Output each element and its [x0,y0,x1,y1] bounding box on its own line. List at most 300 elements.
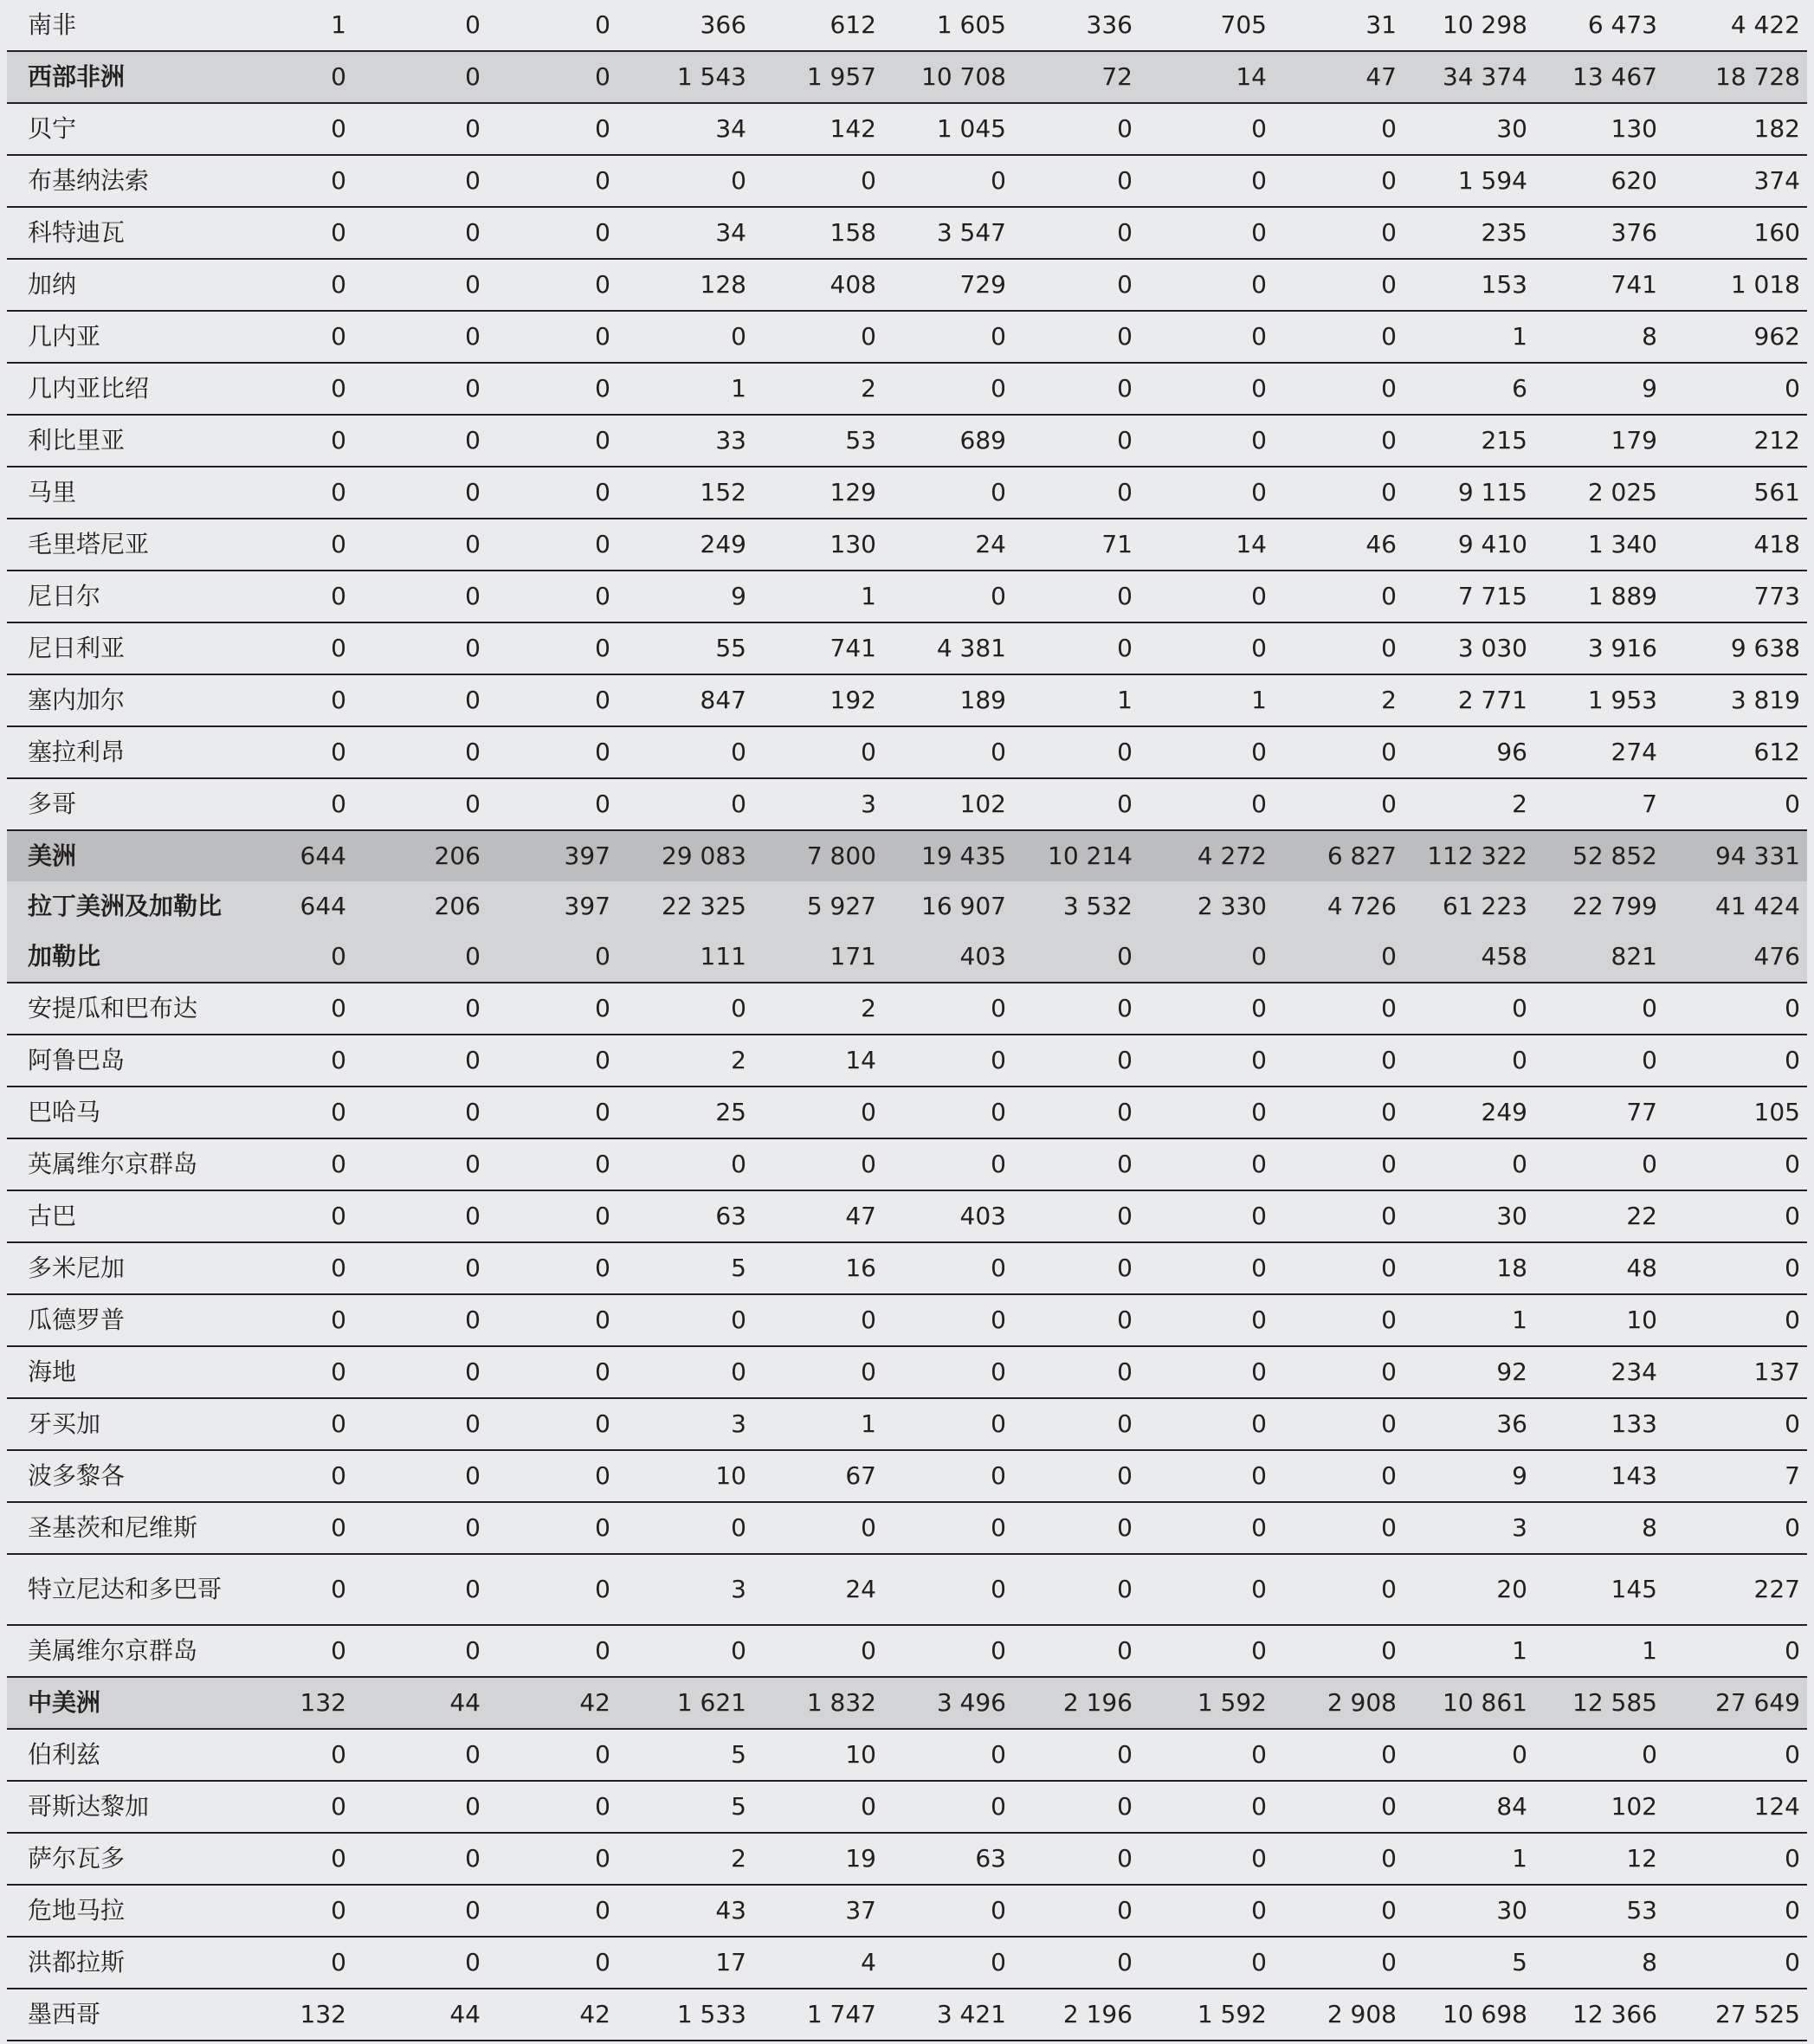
table-row [7,1346,1807,1398]
table-cell: 0 [241,415,353,467]
statistics-table [7,0,1807,2041]
table-cell: 7 800 [753,830,883,881]
table-cell: 0 [1139,415,1274,467]
table-cell: 53 [1534,1885,1664,1937]
table-cell: 24 [883,519,1013,571]
table-row [7,0,1807,51]
table-cell: 2 908 [1274,1989,1404,2041]
table-cell: 47 [1274,51,1404,103]
table-cell: 0 [1534,1138,1664,1190]
table-cell: 24 [753,1554,883,1625]
table-row [7,519,1807,571]
table-row [7,415,1807,467]
row-label: 洪都拉斯 [7,1937,241,1989]
table-cell: 5 [617,1729,753,1781]
table-cell: 1 832 [753,1677,883,1729]
table-cell: 153 [1404,259,1534,311]
table-cell: 476 [1664,932,1807,983]
table-cell: 16 907 [883,881,1013,932]
table-cell: 0 [1274,1138,1404,1190]
row-label: 拉丁美洲及加勒比 [7,881,241,932]
table-cell: 689 [883,415,1013,467]
table-cell: 1 018 [1664,259,1807,311]
table-cell: 22 799 [1534,881,1664,932]
table-cell: 0 [353,1294,487,1346]
table-cell: 0 [1534,1729,1664,1781]
table-cell: 0 [1139,983,1274,1035]
row-label: 海地 [7,1346,241,1398]
table-cell: 0 [1013,1086,1139,1138]
table-cell: 0 [353,1086,487,1138]
table-cell: 0 [753,1294,883,1346]
table-cell: 42 [487,1989,617,2041]
table-cell: 9 [1534,363,1664,415]
table-cell: 2 [1274,674,1404,726]
row-label: 布基纳法索 [7,155,241,207]
table-row [7,103,1807,155]
table-cell: 3 [753,778,883,830]
table-cell: 1 889 [1534,571,1664,622]
table-cell: 0 [1274,1398,1404,1450]
table-cell: 0 [487,467,617,519]
table-cell: 0 [1664,1833,1807,1885]
table-cell: 47 [753,1190,883,1242]
table-cell: 152 [617,467,753,519]
table-cell: 0 [1139,363,1274,415]
row-label: 几内亚比绍 [7,363,241,415]
table-cell: 0 [1139,778,1274,830]
table-cell: 160 [1664,207,1807,259]
row-label: 瓜德罗普 [7,1294,241,1346]
table-cell: 0 [1139,1190,1274,1242]
table-cell: 145 [1534,1554,1664,1625]
table-cell: 0 [487,1138,617,1190]
table-cell: 20 [1404,1554,1534,1625]
table-cell: 0 [353,1190,487,1242]
table-cell: 0 [487,0,617,51]
table-cell: 561 [1664,467,1807,519]
table-cell: 0 [1664,1885,1807,1937]
table-cell: 0 [1013,103,1139,155]
table-cell: 0 [353,983,487,1035]
table-cell: 0 [1013,1502,1139,1554]
table-cell: 0 [487,51,617,103]
row-label: 加纳 [7,259,241,311]
table-cell: 0 [487,1729,617,1781]
table-row [7,1450,1807,1502]
table-cell: 366 [617,0,753,51]
table-cell: 458 [1404,932,1534,983]
table-cell: 0 [883,1294,1013,1346]
table-cell: 4 726 [1274,881,1404,932]
table-cell: 1 [753,1398,883,1450]
table-cell: 6 827 [1274,830,1404,881]
table-cell: 0 [1013,1138,1139,1190]
table-cell: 1 957 [753,51,883,103]
table-cell: 0 [1664,1138,1807,1190]
table-cell: 0 [353,1937,487,1989]
table-cell: 0 [1139,1398,1274,1450]
row-label: 贝宁 [7,103,241,155]
table-cell: 1 [1404,311,1534,363]
table-cell: 0 [1139,622,1274,674]
table-cell: 0 [883,1138,1013,1190]
table-cell: 8 [1534,1937,1664,1989]
table-cell: 128 [617,259,753,311]
table-cell: 0 [487,259,617,311]
table-cell: 4 381 [883,622,1013,674]
table-cell: 0 [241,51,353,103]
table-cell: 0 [883,983,1013,1035]
table-cell: 1 592 [1139,1989,1274,2041]
table-cell: 0 [353,1885,487,1937]
table-cell: 0 [1404,1138,1534,1190]
table-cell: 9 638 [1664,622,1807,674]
row-label: 南非 [7,0,241,51]
table-cell: 0 [353,103,487,155]
table-cell: 0 [1013,778,1139,830]
table-row [7,1554,1807,1625]
table-cell: 0 [353,1138,487,1190]
table-cell: 94 331 [1664,830,1807,881]
table-cell: 179 [1534,415,1664,467]
table-cell: 0 [1404,1729,1534,1781]
table-row [7,1937,1807,1989]
table-row [7,1729,1807,1781]
table-cell: 729 [883,259,1013,311]
table-cell: 10 214 [1013,830,1139,881]
table-row [7,1035,1807,1086]
table-cell: 0 [487,1885,617,1937]
row-label: 几内亚 [7,311,241,363]
table-cell: 0 [241,1242,353,1294]
table-cell: 0 [487,1450,617,1502]
table-cell: 0 [1139,932,1274,983]
table-cell: 92 [1404,1346,1534,1398]
table-cell: 3 532 [1013,881,1139,932]
table-cell: 5 [617,1242,753,1294]
table-cell: 0 [353,51,487,103]
table-cell: 10 [1534,1294,1664,1346]
table-cell: 0 [241,1294,353,1346]
table-cell: 0 [487,311,617,363]
table-cell: 0 [1139,1138,1274,1190]
table-cell: 0 [1139,467,1274,519]
table-cell: 27 649 [1664,1677,1807,1729]
table-cell: 0 [241,1086,353,1138]
table-cell: 5 [1404,1937,1534,1989]
table-cell: 96 [1404,726,1534,778]
table-cell: 0 [1664,1242,1807,1294]
table-cell: 0 [487,363,617,415]
table-cell: 0 [487,674,617,726]
table-cell: 37 [753,1885,883,1937]
table-cell: 8 [1534,1502,1664,1554]
table-cell: 234 [1534,1346,1664,1398]
table-cell: 0 [1274,415,1404,467]
row-label: 安提瓜和巴布达 [7,983,241,1035]
table-cell: 105 [1664,1086,1807,1138]
row-label: 圣基茨和尼维斯 [7,1502,241,1554]
table-cell: 0 [1013,1937,1139,1989]
table-cell: 620 [1534,155,1664,207]
table-row [7,830,1807,881]
table-cell: 112 322 [1404,830,1534,881]
table-cell: 0 [353,363,487,415]
table-cell: 0 [883,1035,1013,1086]
table-cell: 0 [241,363,353,415]
table-cell: 0 [1274,1625,1404,1677]
table-cell: 0 [617,1138,753,1190]
table-cell: 0 [883,311,1013,363]
row-label: 加勒比 [7,932,241,983]
table-cell: 10 861 [1404,1677,1534,1729]
table-cell: 0 [241,1625,353,1677]
table-cell: 0 [487,1398,617,1450]
table-cell: 0 [1013,1346,1139,1398]
table-cell: 0 [883,571,1013,622]
table-cell: 0 [487,155,617,207]
table-cell: 0 [1013,1885,1139,1937]
row-label: 中美洲 [7,1677,241,1729]
table-cell: 0 [1274,1781,1404,1833]
table-row [7,1086,1807,1138]
row-label: 萨尔瓦多 [7,1833,241,1885]
table-cell: 171 [753,932,883,983]
table-cell: 44 [353,1677,487,1729]
table-cell: 0 [487,1190,617,1242]
row-label: 科特迪瓦 [7,207,241,259]
table-cell: 67 [753,1450,883,1502]
table-cell: 30 [1404,1885,1534,1937]
table-cell: 9 [617,571,753,622]
table-cell: 0 [1013,726,1139,778]
table-cell: 2 330 [1139,881,1274,932]
table-cell: 63 [617,1190,753,1242]
table-cell: 249 [617,519,753,571]
row-label: 英属维尔京群岛 [7,1138,241,1190]
table-cell: 3 [617,1398,753,1450]
table-cell: 2 196 [1013,1677,1139,1729]
table-cell: 3 421 [883,1989,1013,2041]
table-cell: 30 [1404,1190,1534,1242]
table-cell: 0 [353,674,487,726]
table-cell: 16 [753,1242,883,1294]
table-cell: 0 [1534,983,1664,1035]
table-cell: 0 [241,1885,353,1937]
table-cell: 0 [353,1554,487,1625]
table-cell: 0 [1274,311,1404,363]
table-cell: 0 [617,1294,753,1346]
table-cell: 0 [241,1937,353,1989]
table-cell: 0 [1534,1035,1664,1086]
table-cell: 0 [1664,1502,1807,1554]
table-cell: 7 [1664,1450,1807,1502]
table-cell: 0 [241,622,353,674]
table-cell: 0 [241,207,353,259]
table-cell: 102 [1534,1781,1664,1833]
table-cell: 0 [241,1035,353,1086]
table-cell: 12 366 [1534,1989,1664,2041]
table-cell: 2 [753,363,883,415]
table-cell: 0 [1013,1729,1139,1781]
table-cell: 0 [1013,415,1139,467]
table-row [7,155,1807,207]
table-cell: 0 [1013,311,1139,363]
table-row [7,1138,1807,1190]
table-row [7,1398,1807,1450]
table-cell: 0 [353,519,487,571]
table-cell: 130 [1534,103,1664,155]
table-cell: 0 [1274,1502,1404,1554]
table-cell: 77 [1534,1086,1664,1138]
table-cell: 0 [1013,1554,1139,1625]
table-cell: 7 [1534,778,1664,830]
table-cell: 0 [1013,932,1139,983]
table-cell: 0 [241,932,353,983]
table-row [7,778,1807,830]
table-cell: 215 [1404,415,1534,467]
table-row [7,1677,1807,1729]
table-cell: 0 [883,1346,1013,1398]
table-cell: 0 [241,155,353,207]
table-cell: 773 [1664,571,1807,622]
table-cell: 0 [1274,1554,1404,1625]
table-cell: 0 [753,1781,883,1833]
table-row [7,51,1807,103]
table-cell: 0 [1139,1346,1274,1398]
table-cell: 0 [1013,1833,1139,1885]
table-cell: 2 196 [1013,1989,1139,2041]
table-cell: 0 [1139,1035,1274,1086]
table-cell: 3 496 [883,1677,1013,1729]
table-cell: 0 [1274,103,1404,155]
table-cell: 0 [353,1729,487,1781]
table-cell: 0 [883,726,1013,778]
table-cell: 6 473 [1534,0,1664,51]
table-cell: 1 543 [617,51,753,103]
table-cell: 10 708 [883,51,1013,103]
table-cell: 1 592 [1139,1677,1274,1729]
table-cell: 0 [487,571,617,622]
table-cell: 0 [1139,1294,1274,1346]
table-cell: 0 [883,363,1013,415]
table-cell: 10 [617,1450,753,1502]
table-cell: 0 [241,1346,353,1398]
table-cell: 227 [1664,1554,1807,1625]
table-cell: 0 [353,311,487,363]
table-cell: 1 605 [883,0,1013,51]
row-label: 阿鲁巴岛 [7,1035,241,1086]
table-body [7,0,1807,2041]
table-cell: 0 [487,932,617,983]
row-label: 尼日尔 [7,571,241,622]
table-cell: 72 [1013,51,1139,103]
table-cell: 0 [617,983,753,1035]
table-cell: 1 [1404,1294,1534,1346]
table-cell: 235 [1404,207,1534,259]
row-label: 多哥 [7,778,241,830]
table-cell: 0 [353,1450,487,1502]
table-cell: 0 [353,1833,487,1885]
table-cell: 0 [1664,1625,1807,1677]
table-cell: 25 [617,1086,753,1138]
table-cell: 0 [1139,1086,1274,1138]
table-cell: 0 [487,1346,617,1398]
table-cell: 0 [353,932,487,983]
table-cell: 0 [1664,1294,1807,1346]
table-cell: 9 115 [1404,467,1534,519]
table-cell: 0 [1139,1625,1274,1677]
table-cell: 6 [1404,363,1534,415]
table-cell: 374 [1664,155,1807,207]
table-cell: 14 [1139,519,1274,571]
table-cell: 1 533 [617,1989,753,2041]
table-cell: 0 [353,155,487,207]
table-cell: 0 [1274,155,1404,207]
table-cell: 0 [1274,259,1404,311]
table-cell: 5 [617,1781,753,1833]
row-label: 特立尼达和多巴哥 [7,1554,241,1625]
table-cell: 0 [1013,1294,1139,1346]
table-cell: 0 [487,1035,617,1086]
table-cell: 17 [617,1937,753,1989]
table-cell: 644 [241,881,353,932]
table-cell: 0 [1664,363,1807,415]
table-cell: 0 [1013,155,1139,207]
table-cell: 19 435 [883,830,1013,881]
table-cell: 0 [1139,1885,1274,1937]
table-cell: 0 [353,0,487,51]
table-cell: 0 [353,622,487,674]
table-cell: 821 [1534,932,1664,983]
table-cell: 274 [1534,726,1664,778]
table-cell: 0 [753,726,883,778]
table-cell: 9 410 [1404,519,1534,571]
table-cell: 0 [353,571,487,622]
table-cell: 741 [1534,259,1664,311]
table-cell: 1 953 [1534,674,1664,726]
table-cell: 2 025 [1534,467,1664,519]
table-cell: 0 [487,1625,617,1677]
table-cell: 0 [1013,1625,1139,1677]
table-cell: 22 [1534,1190,1664,1242]
table-cell: 1 [241,0,353,51]
table-cell: 10 298 [1404,0,1534,51]
table-cell: 0 [1013,1035,1139,1086]
table-row [7,674,1807,726]
table-cell: 1 340 [1534,519,1664,571]
table-cell: 0 [353,415,487,467]
table-cell: 36 [1404,1398,1534,1450]
table-cell: 0 [487,1554,617,1625]
table-cell: 132 [241,1989,353,2041]
table-cell: 158 [753,207,883,259]
table-cell: 34 [617,207,753,259]
table-cell: 10 [753,1729,883,1781]
table-cell: 0 [353,726,487,778]
table-cell: 0 [1274,622,1404,674]
table-cell: 0 [1013,467,1139,519]
table-row [7,1502,1807,1554]
table-cell: 0 [241,103,353,155]
table-cell: 53 [753,415,883,467]
table-row [7,1989,1807,2041]
table-cell: 34 374 [1404,51,1534,103]
table-cell: 2 [617,1035,753,1086]
table-cell: 2 [753,983,883,1035]
table-cell: 182 [1664,103,1807,155]
